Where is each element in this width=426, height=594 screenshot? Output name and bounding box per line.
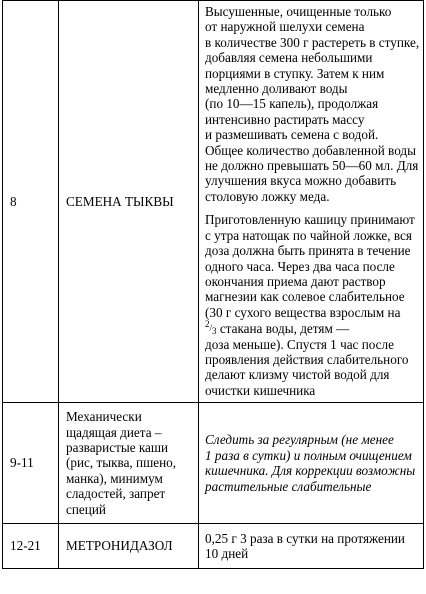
text-line: столовую ложку меда. <box>205 188 330 204</box>
day-number: 12-21 <box>10 538 41 554</box>
text-line: очистки кишечника <box>205 382 316 398</box>
text-line: и размешивать семена с водой. <box>205 127 379 143</box>
remedy-name: МЕТРОНИДАЗОЛ <box>66 538 173 554</box>
text-line: доза меньше). Спустя 1 час после <box>205 336 394 352</box>
table-row <box>3 1 424 403</box>
text-line: порциями в ступку. Затем к ним <box>205 65 385 81</box>
instructions-cell <box>199 403 424 524</box>
day-number-cell <box>3 524 59 569</box>
text-line: щадящая диета – <box>66 424 162 440</box>
dosage-paragraph <box>205 212 419 398</box>
dosage-instructions <box>205 531 419 562</box>
preparation-paragraph <box>205 4 419 204</box>
fraction-numerator: 2 <box>205 319 210 330</box>
text-line: делают клизму чистой водой для <box>205 367 390 383</box>
text-line: Приготовленную кашицу принимают <box>205 212 415 228</box>
text-line: магнезии как солевое слабительное <box>205 289 405 305</box>
text-line: манка), минимум <box>66 470 163 486</box>
text-line: Общее количество добавленной воды <box>205 142 416 158</box>
instructions-cell <box>199 524 424 569</box>
text-line: (по 10—15 капель), продолжая <box>205 96 379 112</box>
diet-description <box>66 409 194 517</box>
text-line: проявления действия слабительного <box>205 351 409 367</box>
remedy-name-cell <box>59 1 199 403</box>
remedy-name: СЕМЕНА ТЫКВЫ <box>66 193 174 209</box>
text-line: от наружной шелухи семена <box>205 19 365 35</box>
table-row <box>3 403 424 524</box>
text-line: улучшения вкуса можно добавить <box>205 173 397 189</box>
day-number: 8 <box>10 193 17 209</box>
text-line: сладостей, запрет <box>66 486 166 502</box>
text-line: специй <box>66 501 106 517</box>
text-line: разваристые каши <box>66 440 169 456</box>
text-line: окончания приема дают раствор <box>205 273 386 289</box>
text-line: с утра натощак по чайной ложке, вся <box>205 227 412 243</box>
dosage-lines-end <box>205 337 419 399</box>
text-line: добавляя семена небольшими <box>205 50 373 66</box>
text-line: растительные слабительные <box>205 478 372 494</box>
table-row <box>3 524 424 569</box>
remedy-name-cell <box>59 403 199 524</box>
fraction-line-text: стакана воды, детям — <box>216 321 350 337</box>
two-thirds-fraction: $^2/_3$ <box>205 319 217 337</box>
text-line: (рис, тыква, пшено, <box>66 455 177 471</box>
text-line: одного часа. Через два часа после <box>205 258 395 274</box>
text-line: не должно превышать 50—60 мл. Для <box>205 158 419 174</box>
remedy-name-cell <box>59 524 199 569</box>
text-line: медленно доливают воды <box>205 81 348 97</box>
fraction-denominator: 3 <box>212 326 217 337</box>
fraction-line <box>205 320 419 336</box>
text-line: кишечника. Для коррекции возможны <box>205 463 416 479</box>
treatment-table <box>2 0 424 569</box>
instructions-cell <box>199 1 424 403</box>
day-number: 9-11 <box>10 455 34 471</box>
text-line: в количестве 300 г растереть в ступке, <box>205 34 420 50</box>
text-line: 10 дней <box>205 546 249 562</box>
text-line: доза должна быть принята в течение <box>205 243 411 259</box>
text-line: Высушенные, очищенные только <box>205 4 392 19</box>
text-line: Механически <box>66 409 142 425</box>
text-line: (30 г сухого вещества взрослым на <box>205 304 401 320</box>
dosage-lines-start <box>205 212 419 320</box>
day-number-cell <box>3 1 59 403</box>
diet-instructions <box>205 432 419 494</box>
text-line: Следить за регулярным (не менее <box>205 432 394 448</box>
text-line: 0,25 г 3 раза в сутки на протяжении <box>205 530 405 546</box>
text-line: 1 раза в сутки) и полным очищением <box>205 447 412 463</box>
text-line: интенсивно растирать массу <box>205 111 365 127</box>
day-number-cell <box>3 403 59 524</box>
